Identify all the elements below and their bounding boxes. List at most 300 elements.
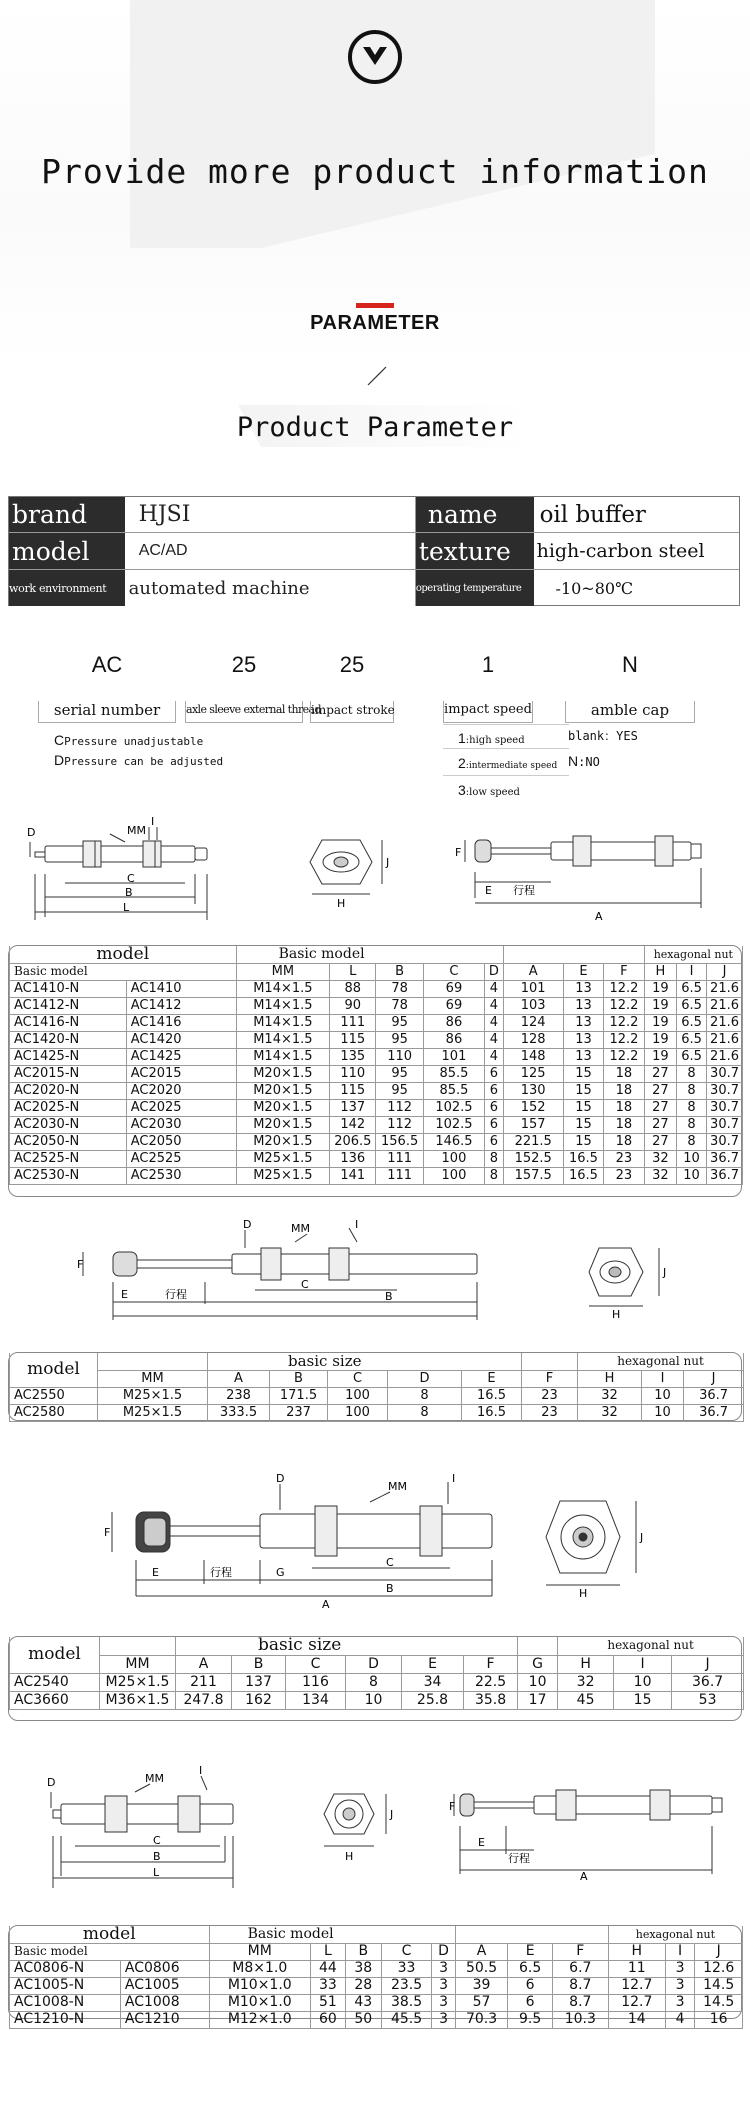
label-E-4: E bbox=[478, 1836, 485, 1849]
drawing-2b bbox=[585, 1242, 695, 1322]
table-cell: AC2030-N bbox=[10, 1116, 127, 1133]
label-G-3: G bbox=[276, 1566, 285, 1579]
table-cell: 10 bbox=[677, 1167, 707, 1184]
table-cell: 15 bbox=[563, 1082, 603, 1099]
label-stroke-4: 行程 bbox=[508, 1852, 530, 1865]
table-cell: 6.5 bbox=[677, 1031, 707, 1048]
t4-col-header: I bbox=[665, 1943, 695, 1960]
table-cell: 8.7 bbox=[552, 1994, 608, 2011]
table-cell: 247.8 bbox=[176, 1691, 232, 1709]
table-cell: AC2530 bbox=[126, 1167, 236, 1184]
table-cell: 3 bbox=[665, 1994, 695, 2011]
table-cell: 95 bbox=[376, 1031, 423, 1048]
table-cell: 14.5 bbox=[695, 1977, 743, 1994]
table-cell: 23 bbox=[604, 1167, 644, 1184]
spec-table-4 bbox=[9, 1923, 743, 2029]
table-cell: AC1420-N bbox=[10, 1031, 127, 1048]
t1-col-header: D bbox=[485, 963, 504, 980]
spec-table-2 bbox=[9, 1353, 744, 1422]
table-cell: 13 bbox=[563, 980, 603, 997]
table-cell: 124 bbox=[503, 1014, 563, 1031]
table-cell: 16.5 bbox=[462, 1387, 522, 1404]
table-cell: 146.5 bbox=[423, 1133, 484, 1150]
table-cell: 6 bbox=[508, 1994, 552, 2011]
table-cell: 36.7 bbox=[672, 1673, 744, 1691]
table-cell: 110 bbox=[330, 1065, 376, 1082]
table-cell: AC1005 bbox=[120, 1977, 209, 1994]
table-row bbox=[10, 1994, 743, 2011]
label-J-4: J bbox=[390, 1808, 394, 1821]
t1-hex-header: hexagonal nut bbox=[644, 946, 742, 963]
label-B-4: B bbox=[153, 1850, 161, 1863]
table-cell: 19 bbox=[644, 997, 676, 1014]
label-D-2: D bbox=[243, 1218, 252, 1231]
table-cell: 6.5 bbox=[677, 1014, 707, 1031]
t2-col-header: B bbox=[270, 1370, 328, 1387]
table-cell: AC1210-N bbox=[10, 2011, 121, 2028]
table-cell: 100 bbox=[328, 1387, 388, 1404]
table-cell: AC2530-N bbox=[10, 1167, 127, 1184]
table-cell: M25×1.5 bbox=[100, 1673, 176, 1691]
table-cell: 135 bbox=[330, 1048, 376, 1065]
t4-col-header: C bbox=[381, 1943, 432, 1960]
code-1: 1 bbox=[481, 652, 495, 677]
table-cell: AC2525 bbox=[126, 1150, 236, 1167]
table-row bbox=[10, 1099, 743, 1116]
t4-col-header: F bbox=[552, 1943, 608, 1960]
code-ac: AC bbox=[91, 652, 123, 677]
table-cell: 60 bbox=[310, 2011, 345, 2028]
t4-hex-header: hexagonal nut bbox=[608, 1926, 742, 1943]
table-cell: 18 bbox=[604, 1116, 644, 1133]
t3-col-header: B bbox=[232, 1655, 286, 1673]
table-cell: 148 bbox=[503, 1048, 563, 1065]
table-cell: 51 bbox=[310, 1994, 345, 2011]
label-F-4: F bbox=[449, 1800, 456, 1813]
table-cell: 238 bbox=[208, 1387, 270, 1404]
table-cell: 95 bbox=[376, 1014, 423, 1031]
t4-col-header: MM bbox=[209, 1943, 310, 1960]
label-A-4: A bbox=[580, 1870, 588, 1883]
label-F-2: F bbox=[77, 1258, 84, 1271]
label-MM-3: MM bbox=[388, 1480, 407, 1493]
parameter-heading: PARAMETER bbox=[310, 312, 440, 334]
label-MM-2: MM bbox=[291, 1222, 310, 1235]
table-cell: AC1425 bbox=[126, 1048, 236, 1065]
table-cell: 27 bbox=[644, 1133, 676, 1150]
table-row bbox=[10, 1048, 743, 1065]
table-cell: 102.5 bbox=[423, 1099, 484, 1116]
chevron-down-circle-icon[interactable] bbox=[348, 30, 402, 84]
label-L-4: L bbox=[153, 1866, 160, 1879]
table-cell: 157 bbox=[503, 1116, 563, 1133]
table-cell: 6.5 bbox=[677, 1048, 707, 1065]
table-cell: 152.5 bbox=[503, 1150, 563, 1167]
table-1-frame bbox=[8, 945, 742, 1197]
texture-value: high-carbon steel bbox=[536, 540, 705, 562]
label-B: B bbox=[125, 886, 133, 899]
table-cell: 12.2 bbox=[604, 980, 644, 997]
table-cell: 30.7 bbox=[707, 1065, 743, 1082]
info-row-3 bbox=[9, 570, 739, 606]
table-cell: 86 bbox=[423, 1031, 484, 1048]
table-cell: 12.2 bbox=[604, 1031, 644, 1048]
table-cell: 23 bbox=[522, 1404, 578, 1421]
label-MM-4: MM bbox=[145, 1772, 164, 1785]
speed-label: impact speed bbox=[443, 701, 533, 723]
t1-col-header: I bbox=[677, 963, 707, 980]
t4-col-header: D bbox=[432, 1943, 455, 1960]
label-I: I bbox=[151, 815, 155, 828]
label-I-4: I bbox=[199, 1764, 203, 1777]
table-cell: 112 bbox=[376, 1099, 423, 1116]
table-cell: 32 bbox=[558, 1673, 614, 1691]
table-cell: AC3660 bbox=[10, 1691, 100, 1709]
table-cell: 70.3 bbox=[455, 2011, 508, 2028]
t2-hex-header: hexagonal nut bbox=[578, 1353, 744, 1370]
table-cell: 38.5 bbox=[381, 1994, 432, 2011]
table-cell: 128 bbox=[503, 1031, 563, 1048]
speed-divider-3 bbox=[443, 775, 569, 776]
t2-basic-size-header: basic size bbox=[208, 1353, 522, 1370]
table-cell: AC2020-N bbox=[10, 1082, 127, 1099]
model-key: model bbox=[9, 533, 125, 569]
table-cell: 130 bbox=[503, 1082, 563, 1099]
table-cell: 39 bbox=[455, 1977, 508, 1994]
t4-col-header: L bbox=[310, 1943, 345, 1960]
table-cell: M14×1.5 bbox=[236, 997, 330, 1014]
table-cell: 100 bbox=[328, 1404, 388, 1421]
table-cell: 18 bbox=[604, 1065, 644, 1082]
cap-n-no: N:NO bbox=[568, 753, 600, 769]
table-cell: 23 bbox=[604, 1150, 644, 1167]
table-cell: 85.5 bbox=[423, 1082, 484, 1099]
table-cell: 36.7 bbox=[707, 1167, 743, 1184]
table-cell: 19 bbox=[644, 1031, 676, 1048]
info-table bbox=[8, 496, 740, 606]
t3-col-header: C bbox=[286, 1655, 346, 1673]
label-A: A bbox=[595, 910, 603, 923]
table-cell: 17 bbox=[518, 1691, 558, 1709]
t1-col-header: L bbox=[330, 963, 376, 980]
table-cell: 6 bbox=[485, 1082, 504, 1099]
label-D-3: D bbox=[276, 1472, 285, 1485]
t1-blank bbox=[503, 946, 644, 963]
cap-blank-yes: blank：YES bbox=[568, 729, 638, 743]
table-cell: 4 bbox=[485, 980, 504, 997]
t4-basic-model-sub: Basic model bbox=[10, 1943, 210, 1960]
table-cell: 45.5 bbox=[381, 2011, 432, 2028]
label-B-2: B bbox=[385, 1290, 393, 1303]
table-cell: M20×1.5 bbox=[236, 1099, 330, 1116]
label-C-3: C bbox=[386, 1556, 394, 1569]
table-cell: M20×1.5 bbox=[236, 1116, 330, 1133]
t1-col-header: F bbox=[604, 963, 644, 980]
accent-bar bbox=[356, 303, 394, 308]
table-cell: 32 bbox=[578, 1387, 642, 1404]
label-C: C bbox=[127, 872, 135, 885]
label-MM: MM bbox=[127, 824, 146, 837]
table-cell: AC0806-N bbox=[10, 1960, 121, 1977]
table-2-frame bbox=[8, 1352, 742, 1421]
table-cell: 14 bbox=[608, 2011, 665, 2028]
t2-col-header: MM bbox=[98, 1370, 208, 1387]
table-cell: 16.5 bbox=[563, 1167, 603, 1184]
label-H-2: H bbox=[612, 1308, 621, 1321]
t2-col-header: D bbox=[388, 1370, 462, 1387]
table-cell: 142 bbox=[330, 1116, 376, 1133]
spec-table-3 bbox=[9, 1637, 744, 1710]
table-cell: 27 bbox=[644, 1065, 676, 1082]
table-cell: 6 bbox=[485, 1099, 504, 1116]
option-d: DPressure can be adjusted bbox=[54, 752, 224, 768]
table-cell: M20×1.5 bbox=[236, 1133, 330, 1150]
slash-divider bbox=[366, 365, 388, 387]
name-value: oil buffer bbox=[539, 501, 646, 528]
table-cell: AC2015 bbox=[126, 1065, 236, 1082]
table-cell: M10×1.0 bbox=[209, 1977, 310, 1994]
speed-option-2: 2:intermediate speed bbox=[458, 755, 558, 771]
drawing-3b bbox=[540, 1497, 670, 1602]
table-cell: M10×1.0 bbox=[209, 1994, 310, 2011]
table-cell: AC1412-N bbox=[10, 997, 127, 1014]
table-row bbox=[10, 1150, 743, 1167]
label-I-2: I bbox=[355, 1218, 359, 1231]
table-cell: 18 bbox=[604, 1082, 644, 1099]
table-row bbox=[10, 1116, 743, 1133]
table-cell: 3 bbox=[432, 1977, 455, 1994]
env-value: automated machine bbox=[125, 570, 416, 606]
t4-col-header: J bbox=[695, 1943, 743, 1960]
t4-model-header: model bbox=[10, 1926, 210, 1943]
table-cell: M14×1.5 bbox=[236, 1031, 330, 1048]
table-cell: 102.5 bbox=[423, 1116, 484, 1133]
drawing-1b bbox=[300, 832, 410, 912]
label-H: H bbox=[337, 897, 346, 910]
table-cell: 22.5 bbox=[464, 1673, 518, 1691]
table-cell: 32 bbox=[644, 1167, 676, 1184]
model-value: AC/AD bbox=[125, 533, 416, 569]
t2-col-header: F bbox=[522, 1370, 578, 1387]
t4-col-header: E bbox=[508, 1943, 552, 1960]
table-cell: 10 bbox=[642, 1404, 684, 1421]
table-cell: 6 bbox=[508, 1977, 552, 1994]
table-cell: 23 bbox=[522, 1387, 578, 1404]
info-row-1 bbox=[9, 497, 739, 533]
table-cell: 134 bbox=[286, 1691, 346, 1709]
table-cell: 16 bbox=[695, 2011, 743, 2028]
table-cell: 69 bbox=[423, 997, 484, 1014]
table-cell: 10 bbox=[346, 1691, 402, 1709]
table-row bbox=[10, 1065, 743, 1082]
table-cell: AC1412 bbox=[126, 997, 236, 1014]
table-row bbox=[10, 1133, 743, 1150]
speed-divider-2 bbox=[443, 748, 569, 749]
t1-basic-model-header: Basic model bbox=[236, 946, 503, 963]
t2-col-header: E bbox=[462, 1370, 522, 1387]
table-cell: 21.6 bbox=[707, 997, 743, 1014]
t3-basic-size-header: basic size bbox=[176, 1637, 518, 1655]
table-cell: 8 bbox=[485, 1167, 504, 1184]
product-parameter-title: Product Parameter bbox=[236, 412, 514, 443]
table-cell: 3 bbox=[432, 2011, 455, 2028]
table-cell: 8 bbox=[677, 1116, 707, 1133]
texture-key: texture bbox=[416, 533, 534, 569]
t3-col-header: G bbox=[518, 1655, 558, 1673]
table-cell: 18 bbox=[604, 1133, 644, 1150]
table-cell: 206.5 bbox=[330, 1133, 376, 1150]
table-row bbox=[10, 1960, 743, 1977]
table-cell: 141 bbox=[330, 1167, 376, 1184]
table-cell: 6.5 bbox=[508, 1960, 552, 1977]
thread-label: axle sleeve external thread bbox=[185, 701, 303, 723]
label-I-3: I bbox=[452, 1472, 456, 1485]
more-info-title: Provide more product information bbox=[41, 152, 709, 191]
t3-col-header: H bbox=[558, 1655, 614, 1673]
table-cell: 3 bbox=[432, 1960, 455, 1977]
table-cell: 6 bbox=[485, 1133, 504, 1150]
table-cell: 101 bbox=[503, 980, 563, 997]
label-E-3: E bbox=[152, 1566, 159, 1579]
table-cell: 34 bbox=[402, 1673, 464, 1691]
table-cell: 32 bbox=[644, 1150, 676, 1167]
table-cell: 95 bbox=[376, 1082, 423, 1099]
table-cell: 8 bbox=[677, 1065, 707, 1082]
table-cell: AC2050-N bbox=[10, 1133, 127, 1150]
code-25b: 25 bbox=[339, 652, 365, 677]
label-J-2: J bbox=[663, 1266, 667, 1279]
table-cell: 4 bbox=[485, 1031, 504, 1048]
table-cell: 111 bbox=[330, 1014, 376, 1031]
info-row-2 bbox=[9, 533, 739, 570]
table-cell: 36.7 bbox=[684, 1404, 744, 1421]
table-cell: 15 bbox=[563, 1116, 603, 1133]
table-cell: 21.6 bbox=[707, 1031, 743, 1048]
t2-col-header: H bbox=[578, 1370, 642, 1387]
t1-col-header: MM bbox=[236, 963, 330, 980]
label-stroke-3: 行程 bbox=[210, 1566, 232, 1579]
t4-basic-model-header: Basic model bbox=[209, 1926, 455, 1943]
table-cell: 15 bbox=[563, 1099, 603, 1116]
table-cell: 237 bbox=[270, 1404, 328, 1421]
table-cell: 69 bbox=[423, 980, 484, 997]
table-cell: 43 bbox=[345, 1994, 381, 2011]
table-cell: 32 bbox=[578, 1404, 642, 1421]
table-cell: 110 bbox=[376, 1048, 423, 1065]
table-cell: 6 bbox=[485, 1065, 504, 1082]
table-cell: 333.5 bbox=[208, 1404, 270, 1421]
table-row bbox=[10, 997, 743, 1014]
table-cell: M25×1.5 bbox=[236, 1167, 330, 1184]
code-25a: 25 bbox=[231, 652, 257, 677]
table-cell: M14×1.5 bbox=[236, 980, 330, 997]
table-cell: 101 bbox=[423, 1048, 484, 1065]
table-cell: 13 bbox=[563, 1031, 603, 1048]
stroke-label: impact stroke bbox=[310, 701, 394, 723]
table-cell: 30.7 bbox=[707, 1082, 743, 1099]
table-cell: 45 bbox=[558, 1691, 614, 1709]
table-row bbox=[10, 1673, 744, 1691]
table-cell: 33 bbox=[381, 1960, 432, 1977]
table-cell: 15 bbox=[563, 1133, 603, 1150]
table-cell: 9.5 bbox=[508, 2011, 552, 2028]
t2-col-header: A bbox=[208, 1370, 270, 1387]
speed-divider-1 bbox=[443, 724, 569, 725]
t2-col-header: J bbox=[684, 1370, 744, 1387]
table-cell: 38 bbox=[345, 1960, 381, 1977]
table-row bbox=[10, 1691, 744, 1709]
t1-col-header: B bbox=[376, 963, 423, 980]
label-D: D bbox=[27, 826, 36, 839]
label-A-3: A bbox=[322, 1598, 330, 1611]
table-cell: 50.5 bbox=[455, 1960, 508, 1977]
t4-col-header: H bbox=[608, 1943, 665, 1960]
table-cell: AC2050 bbox=[126, 1133, 236, 1150]
table-cell: 8 bbox=[677, 1082, 707, 1099]
table-cell: 103 bbox=[503, 997, 563, 1014]
table-cell: 19 bbox=[644, 1014, 676, 1031]
table-row bbox=[10, 980, 743, 997]
label-F-3: F bbox=[104, 1526, 111, 1539]
table-cell: 10.3 bbox=[552, 2011, 608, 2028]
brand-value: HJSI bbox=[125, 497, 416, 532]
table-cell: 95 bbox=[376, 1065, 423, 1082]
t3-col-header: J bbox=[672, 1655, 744, 1673]
drawing-1c bbox=[455, 828, 745, 928]
table-cell: 86 bbox=[423, 1014, 484, 1031]
table-cell: 115 bbox=[330, 1031, 376, 1048]
t2-col-header: I bbox=[642, 1370, 684, 1387]
table-cell: 137 bbox=[232, 1673, 286, 1691]
label-F: F bbox=[455, 846, 462, 859]
table-row bbox=[10, 1082, 743, 1099]
table-4-frame bbox=[8, 1923, 742, 2027]
table-cell: 16.5 bbox=[563, 1150, 603, 1167]
table-cell: 19 bbox=[644, 1048, 676, 1065]
table-3-frame bbox=[8, 1636, 742, 1721]
t4-col-header: A bbox=[455, 1943, 508, 1960]
t1-col-header: C bbox=[423, 963, 484, 980]
table-cell: AC1410 bbox=[126, 980, 236, 997]
t3-col-header: E bbox=[402, 1655, 464, 1673]
table-cell: AC1420 bbox=[126, 1031, 236, 1048]
table-cell: 10 bbox=[642, 1387, 684, 1404]
table-cell: 6.5 bbox=[677, 980, 707, 997]
label-J-3: J bbox=[640, 1531, 644, 1544]
table-cell: AC1416-N bbox=[10, 1014, 127, 1031]
serial-number-label: serial number bbox=[38, 701, 176, 723]
table-cell: 88 bbox=[330, 980, 376, 997]
table-cell: 11 bbox=[608, 1960, 665, 1977]
t3-col-header: MM bbox=[100, 1655, 176, 1673]
brand-key: brand bbox=[9, 497, 125, 532]
cap-label: amble cap bbox=[565, 701, 695, 723]
table-cell: 21.6 bbox=[707, 1014, 743, 1031]
table-cell: M14×1.5 bbox=[236, 1048, 330, 1065]
table-cell: AC1008-N bbox=[10, 1994, 121, 2011]
label-L: L bbox=[123, 901, 130, 914]
label-C-2: C bbox=[301, 1278, 309, 1291]
label-D-4: D bbox=[47, 1776, 56, 1789]
table-cell: AC1008 bbox=[120, 1994, 209, 2011]
table-cell: M14×1.5 bbox=[236, 1014, 330, 1031]
table-cell: 112 bbox=[376, 1116, 423, 1133]
t3-col-header: A bbox=[176, 1655, 232, 1673]
label-H-4: H bbox=[345, 1850, 354, 1863]
t3-model-header: model bbox=[10, 1637, 100, 1673]
table-cell: 12.2 bbox=[604, 1048, 644, 1065]
table-cell: 35.8 bbox=[464, 1691, 518, 1709]
